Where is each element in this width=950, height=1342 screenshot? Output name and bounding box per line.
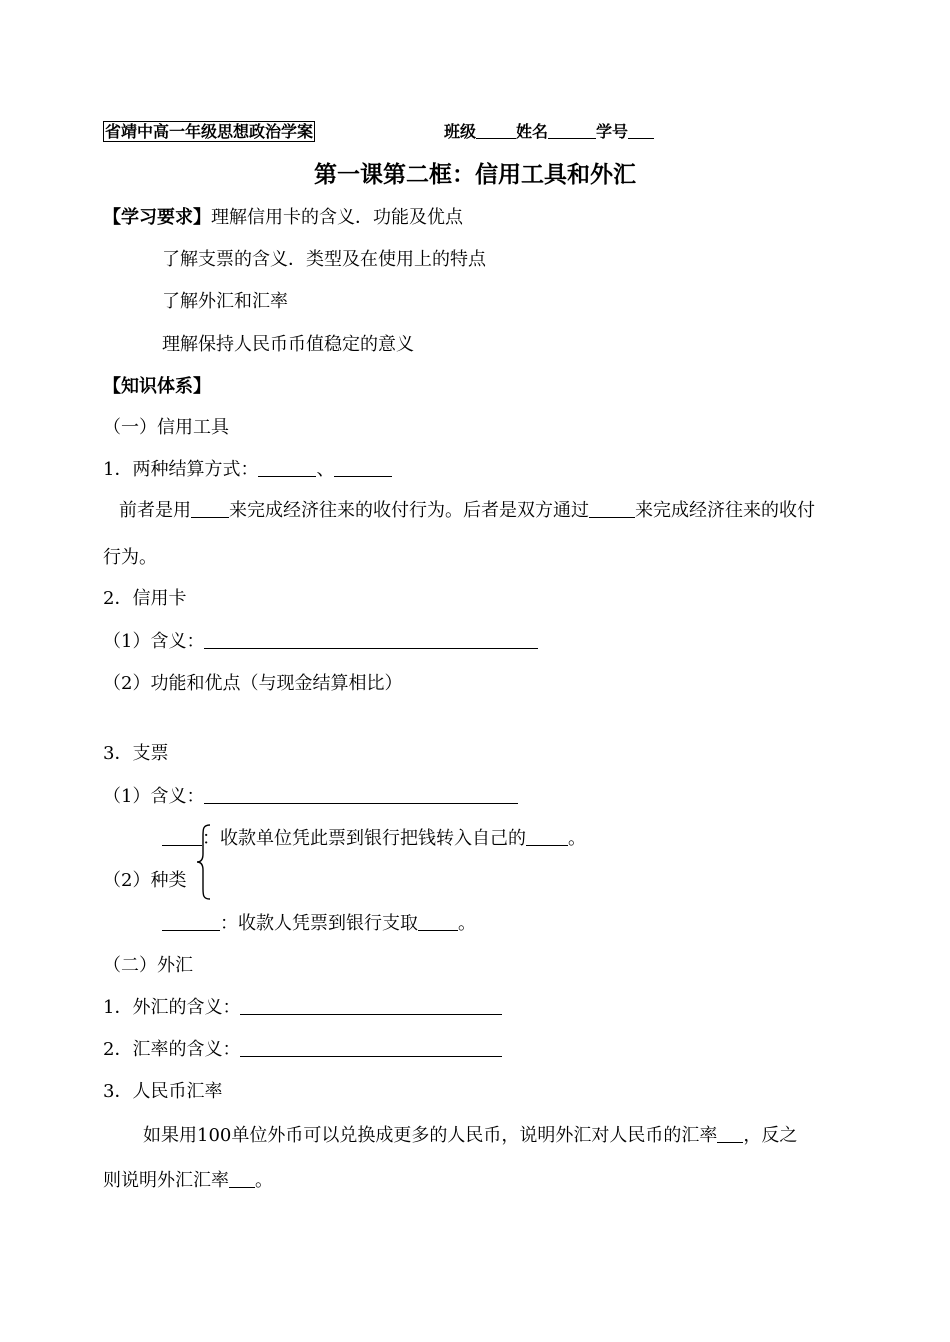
question-3: 3．支票 (103, 743, 169, 764)
name-blank[interactable] (548, 120, 596, 139)
requirement-item: 理解信用卡的含义．功能及优点 (211, 207, 463, 228)
definition-label: 2．汇率的含义： (103, 1039, 241, 1060)
requirement-item: 了解支票的含义．类型及在使用上的特点 (162, 249, 486, 270)
text-segment: 。 (255, 1170, 273, 1191)
question-1-text (119, 499, 815, 523)
answer-blank[interactable] (191, 499, 229, 518)
answer-blank[interactable] (334, 458, 392, 477)
class-label: 班级 (444, 122, 477, 141)
text-segment: 来完成经济往来的收付 (635, 500, 815, 521)
school-label: 省靖中高一年级思想政治学案 (105, 122, 314, 141)
answer-blank[interactable] (240, 1038, 502, 1057)
question-3-1 (103, 785, 518, 809)
knowledge-label: 【知识体系】 (103, 376, 211, 397)
answer-blank[interactable] (162, 912, 220, 931)
answer-blank[interactable] (717, 1124, 743, 1143)
forex-2 (103, 1038, 502, 1062)
question-2-2: （2）功能和优点（与现金结算相比） (103, 673, 403, 694)
class-blank[interactable] (476, 120, 516, 139)
forex-1 (103, 996, 502, 1020)
answer-blank[interactable] (258, 458, 316, 477)
check-type-b (162, 912, 476, 936)
answer-blank[interactable] (204, 785, 518, 804)
text-segment: 前者是用 (119, 500, 191, 521)
text-segment: ，反之 (743, 1125, 798, 1146)
text-segment: 。 (458, 913, 476, 934)
name-label: 姓名 (516, 122, 549, 141)
id-blank[interactable] (628, 120, 654, 139)
section-heading: （一）信用工具 (103, 417, 229, 438)
page-title: 第一课第二框：信用工具和外汇 (314, 162, 636, 188)
question-1-label: 1．两种结算方式： (103, 459, 259, 480)
brace-icon (196, 824, 212, 900)
question-1 (103, 458, 392, 482)
answer-blank[interactable] (526, 827, 568, 846)
requirements-label: 【学习要求】 (103, 207, 211, 228)
header (103, 120, 315, 144)
forex-3-text-end (103, 1169, 273, 1193)
check-type-a (162, 827, 586, 851)
answer-blank[interactable] (229, 1169, 255, 1188)
text-segment: 如果用100单位外币可以兑换成更多的人民币，说明外汇对人民币的汇率 (143, 1125, 718, 1146)
definition-label: 1．外汇的含义： (103, 997, 241, 1018)
definition-label: （1）含义： (103, 786, 205, 807)
text-segment: 则说明外汇汇率 (103, 1170, 229, 1191)
requirement-item: 理解保持人民币币值稳定的意义 (162, 334, 414, 355)
text-segment: 。 (568, 828, 586, 849)
definition-label: （1）含义： (103, 631, 205, 652)
question-3-2: （2）种类 (103, 870, 187, 891)
forex-3-text (143, 1124, 797, 1148)
id-label: 学号 (596, 122, 629, 141)
answer-blank[interactable] (589, 499, 635, 518)
question-1-text-end: 行为。 (103, 547, 157, 568)
separator: 、 (316, 459, 335, 480)
section-heading: （二）外汇 (103, 955, 193, 976)
requirements-row-1 (103, 206, 463, 230)
question-2: 2．信用卡 (103, 588, 187, 609)
text-segment: ：收款人凭票到银行支取 (220, 913, 418, 934)
text-segment: 来完成经济往来的收付行为。后者是双方通过 (229, 500, 589, 521)
question-2-1 (103, 630, 538, 654)
answer-blank[interactable] (204, 630, 538, 649)
requirement-item: 了解外汇和汇率 (162, 291, 288, 312)
student-info-fields (444, 120, 654, 144)
answer-blank[interactable] (418, 912, 458, 931)
text-segment: ：收款单位凭此票到银行把钱转入自己的 (202, 828, 526, 849)
forex-3: 3．人民币汇率 (103, 1081, 223, 1102)
answer-blank[interactable] (240, 996, 502, 1015)
